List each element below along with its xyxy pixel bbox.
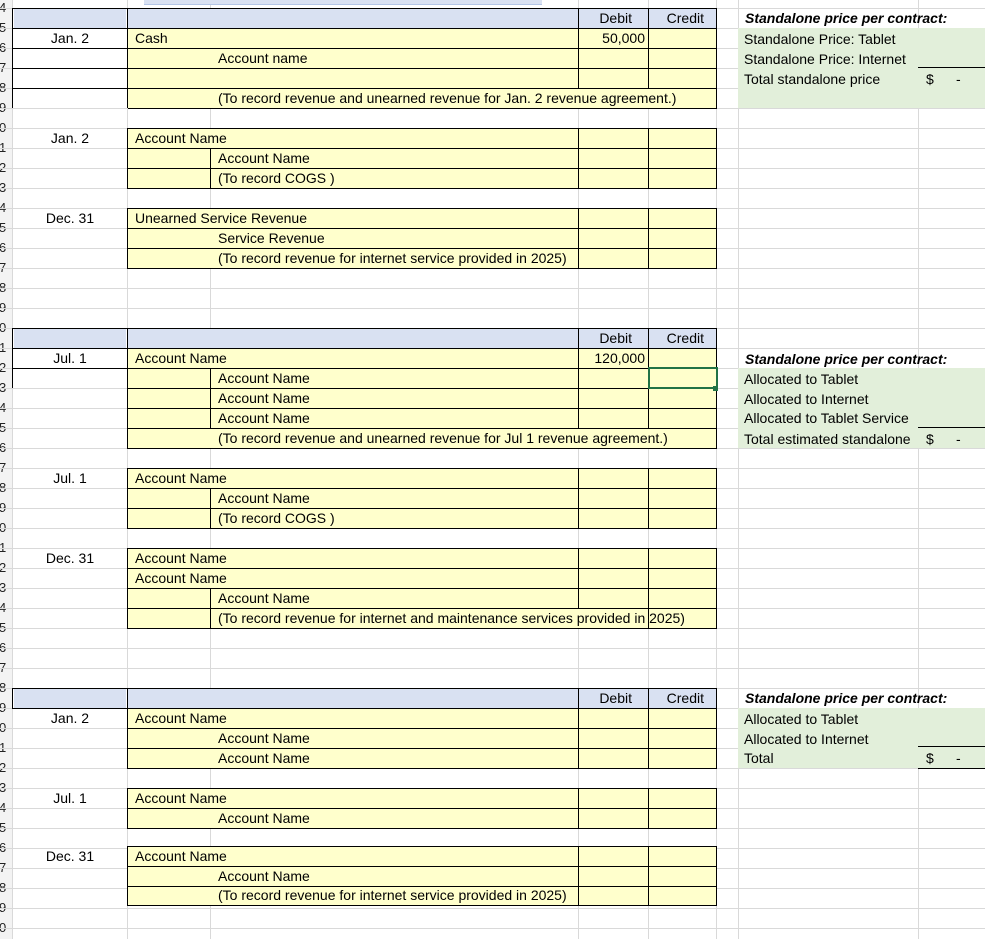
journal2-e3-date[interactable]: Dec. 31 (45, 550, 95, 566)
journal2-e1-line4[interactable]: Account Name (218, 410, 310, 426)
row-number[interactable] (0, 0, 11, 18)
journal3-e3-date[interactable]: Dec. 31 (45, 848, 95, 864)
journal2-e2-line1[interactable]: Account Name (135, 470, 227, 486)
journal1-date-header-cell (14, 8, 126, 28)
journal3-e2-date[interactable]: Jul. 1 (53, 790, 87, 806)
grid-column-line (918, 0, 919, 939)
journal2-e3-line3[interactable]: Account Name (218, 590, 310, 606)
journal1-e1-line2[interactable]: Account name (218, 50, 308, 66)
journal3-e1-line2[interactable]: Account Name (218, 730, 310, 746)
side3-row-internet[interactable]: Allocated to Internet (744, 731, 869, 747)
journal1-e2-memo[interactable]: (To record COGS ) (218, 170, 335, 186)
side3-currency: $ (926, 750, 934, 766)
side3-row-total[interactable]: Total (744, 750, 774, 766)
side3-row-tablet[interactable]: Allocated to Tablet (744, 711, 859, 727)
side2-row-tablet-service[interactable]: Allocated to Tablet Service (744, 410, 909, 426)
journal2-e1-line1[interactable]: Account Name (135, 350, 227, 366)
journal2-e2-line2[interactable]: Account Name (218, 490, 310, 506)
journal2-e1-line1-debit[interactable]: 120,000 (594, 350, 645, 366)
journal1-e1-line1-debit[interactable]: 50,000 (602, 30, 645, 46)
journal2-e1-line3[interactable]: Account Name (218, 390, 310, 406)
grid-row-line (0, 648, 985, 649)
journal1-e2-line1[interactable]: Account Name (135, 130, 227, 146)
journal3-e2-line1[interactable]: Account Name (135, 790, 227, 806)
side1-currency: $ (926, 71, 934, 87)
side1-row-total[interactable]: Total standalone price (744, 71, 881, 87)
journal1-e3-line1[interactable]: Unearned Service Revenue (135, 210, 307, 226)
journal1-e3-memo[interactable]: (To record revenue for internet service provided in 2025) (218, 250, 567, 266)
fill-handle[interactable] (713, 386, 718, 391)
journal1-e2-line2[interactable]: Account Name (218, 150, 310, 166)
side1-row-internet[interactable]: Standalone Price: Internet (744, 51, 906, 67)
side2-currency: $ (926, 431, 934, 447)
side1-title: Standalone price per contract: (745, 10, 948, 26)
journal2-e1-date[interactable]: Jul. 1 (53, 350, 87, 366)
journal2-e3-line1[interactable]: Account Name (135, 550, 227, 566)
grid-column-line (12, 0, 13, 939)
grid-row-line (0, 668, 985, 669)
grid-row-line (0, 928, 985, 929)
journal3-date-header-cell (14, 688, 126, 708)
journal1-e2-date[interactable]: Jan. 2 (50, 130, 90, 146)
journal3-e3-line1[interactable]: Account Name (135, 848, 227, 864)
journal2-e2-date[interactable]: Jul. 1 (53, 470, 87, 486)
side2-row-internet[interactable]: Allocated to Internet (744, 391, 869, 407)
journal2-date-header-cell (14, 328, 126, 348)
journal2-e2-memo[interactable]: (To record COGS ) (218, 510, 335, 526)
journal1-e1-memo[interactable]: (To record revenue and unearned revenue for Jan. 2 revenue agreement.) (218, 90, 677, 106)
journal1-debit-header: Debit (599, 10, 632, 26)
side2-total-value[interactable]: - (956, 431, 961, 447)
journal1-e3-line2[interactable]: Service Revenue (218, 230, 325, 246)
journal3-e1-line1[interactable]: Account Name (135, 710, 227, 726)
side3-title: Standalone price per contract: (745, 690, 948, 706)
journal1-credit-header: Credit (666, 10, 704, 26)
journal1-e1-date[interactable]: Jan. 2 (50, 30, 90, 46)
side3-total-value[interactable]: - (956, 750, 961, 766)
journal2-e3-memo[interactable]: (To record revenue for internet and maintenance services provided in 2025) (218, 610, 685, 626)
side2-title: Standalone price per contract: (745, 351, 948, 367)
journal2-credit-header: Credit (666, 330, 704, 346)
journal2-e3-line2[interactable]: Account Name (135, 570, 227, 586)
side1-total-value[interactable]: - (956, 71, 961, 87)
top-header-band (144, 0, 542, 5)
journal3-credit-header: Credit (666, 690, 704, 706)
side2-row-total[interactable]: Total estimated standalone (744, 431, 911, 447)
grid-column-line (738, 0, 739, 939)
journal3-e2-line2[interactable]: Account Name (218, 810, 310, 826)
active-cell-selection[interactable] (648, 367, 718, 389)
journal3-e3-memo[interactable]: (To record revenue for internet service provided in 2025) (218, 887, 567, 903)
journal3-e3-line2[interactable]: Account Name (218, 868, 310, 884)
journal3-e1-date[interactable]: Jan. 2 (50, 710, 90, 726)
journal3-debit-header: Debit (599, 690, 632, 706)
grid-row-line (0, 288, 985, 289)
journal2-e1-line2[interactable]: Account Name (218, 370, 310, 386)
grid-row-line (0, 308, 985, 309)
journal2-debit-header: Debit (599, 330, 632, 346)
journal1-e1-line1[interactable]: Cash (135, 30, 168, 46)
side2-row-tablet[interactable]: Allocated to Tablet (744, 371, 859, 387)
grid-row-line (0, 908, 985, 909)
journal1-e3-date[interactable]: Dec. 31 (45, 210, 95, 226)
journal3-e1-line3[interactable]: Account Name (218, 750, 310, 766)
journal2-e1-memo[interactable]: (To record revenue and unearned revenue for Jul 1 revenue agreement.) (218, 430, 668, 446)
side1-row-tablet[interactable]: Standalone Price: Tablet (744, 31, 896, 47)
